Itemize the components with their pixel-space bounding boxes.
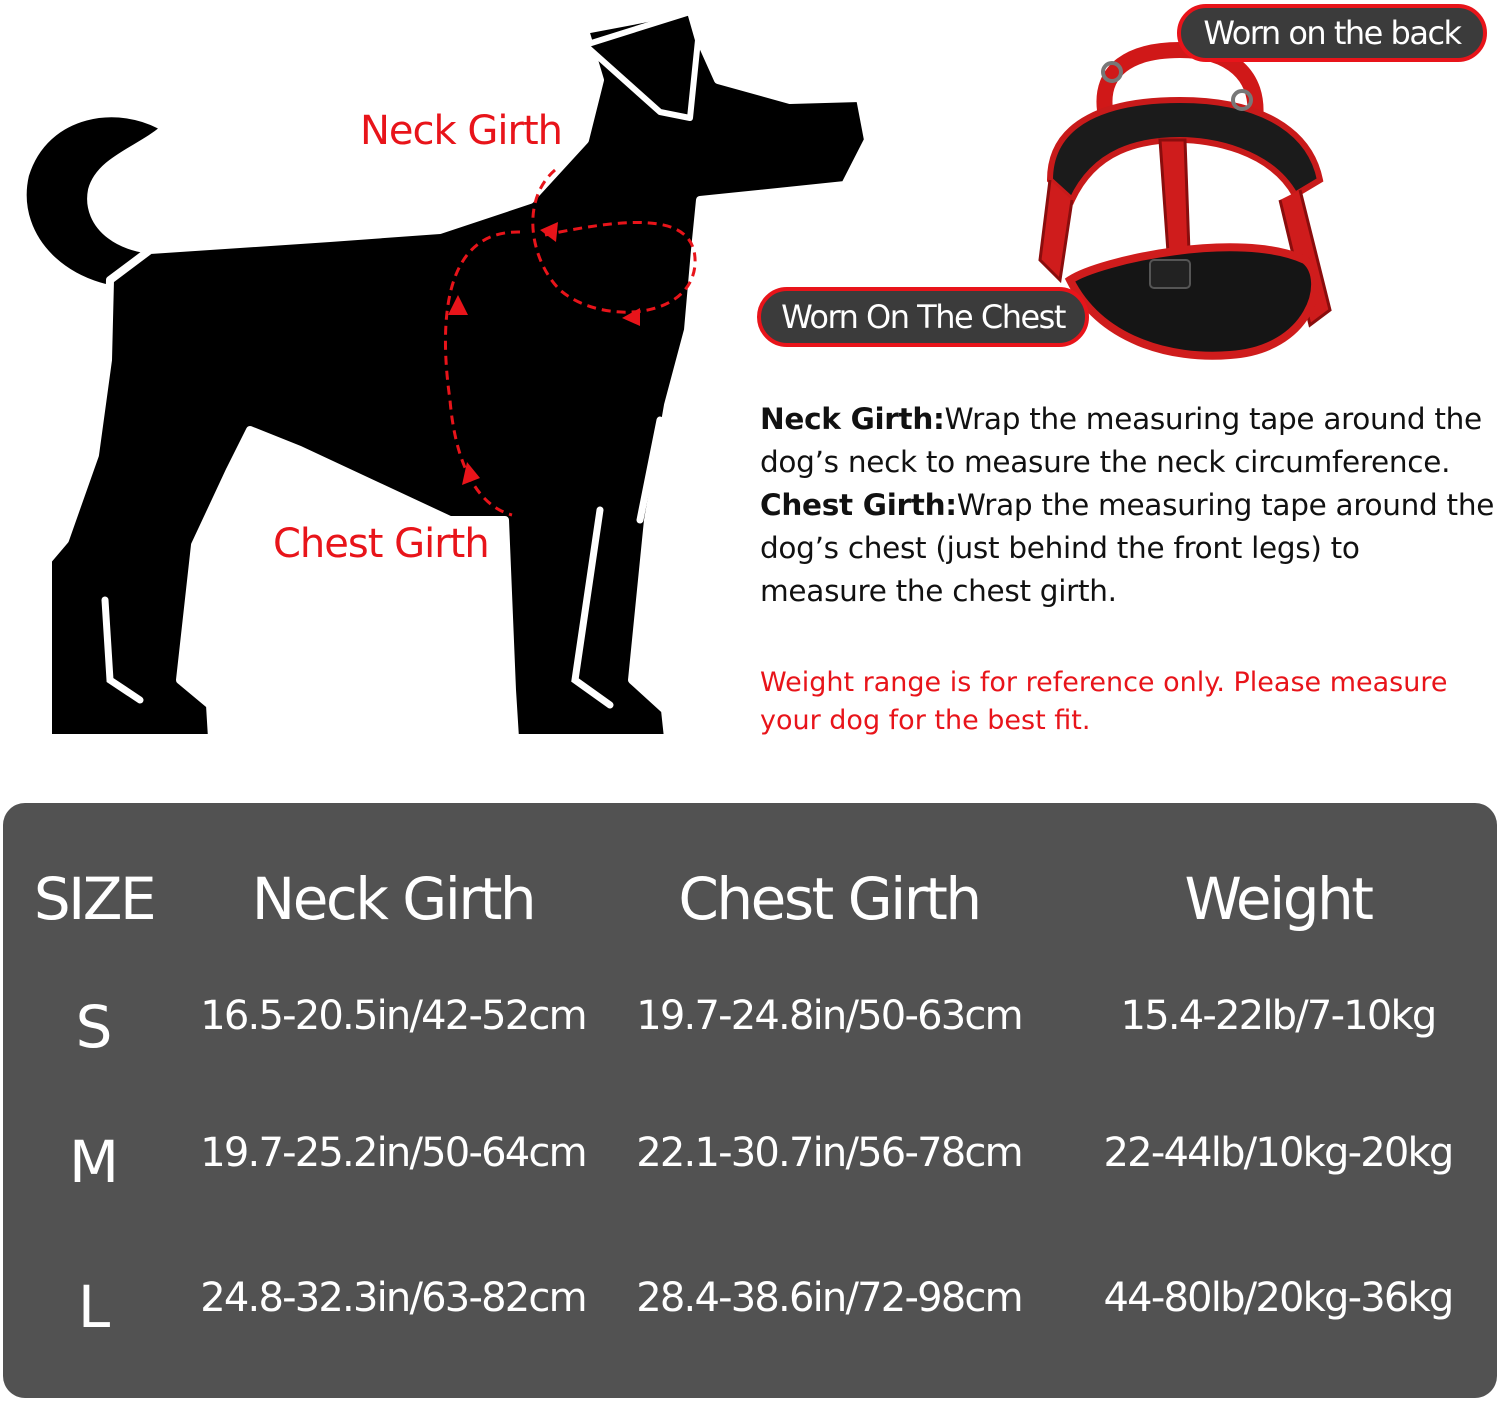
chest-instruction-title: Chest Girth: bbox=[760, 488, 957, 522]
neck-instruction-title: Neck Girth: bbox=[760, 402, 945, 436]
table-cell-neck: 16.5-20.5in/42-52cm bbox=[200, 993, 586, 1039]
table-header-neck: Neck Girth bbox=[251, 865, 535, 933]
table-row-size: M bbox=[68, 1128, 120, 1196]
table-header-weight: Weight bbox=[1184, 865, 1372, 933]
size-chart-table bbox=[3, 803, 1497, 1398]
harness-chest-plate bbox=[1070, 247, 1315, 355]
table-cell-weight: 15.4-22lb/7-10kg bbox=[1120, 993, 1436, 1039]
measurement-instructions bbox=[760, 398, 1495, 613]
table-cell-weight: 44-80lb/20kg-36kg bbox=[1103, 1275, 1453, 1321]
harness-buckle-icon bbox=[1150, 260, 1190, 288]
weight-disclaimer: Weight range is for reference only. Please measure your dog for the best fit. bbox=[760, 667, 1448, 736]
neck-instruction-text: Wrap the measuring tape around the dog’s neck to measure the neck circumference. bbox=[760, 402, 1482, 479]
worn-on-chest-badge: Worn On The Chest bbox=[757, 287, 1089, 347]
worn-on-back-badge: Worn on the back bbox=[1177, 4, 1487, 62]
table-cell-chest: 28.4-38.6in/72-98cm bbox=[636, 1275, 1022, 1321]
neck-instruction bbox=[760, 398, 1495, 484]
table-row-size: S bbox=[75, 993, 113, 1061]
table-cell-weight: 22-44lb/10kg-20kg bbox=[1103, 1130, 1453, 1176]
table-header-size: SIZE bbox=[33, 865, 155, 933]
table-header-chest: Chest Girth bbox=[678, 865, 980, 933]
table-cell-neck: 24.8-32.3in/63-82cm bbox=[200, 1275, 586, 1321]
chest-girth-diagram-label: Chest Girth bbox=[273, 521, 489, 567]
chest-instruction-text: Wrap the measuring tape around the dog’s chest (just behind the front legs) to measure the chest girth. bbox=[760, 488, 1495, 608]
table-row-size: L bbox=[77, 1273, 111, 1341]
neck-girth-diagram-label: Neck Girth bbox=[360, 108, 562, 154]
chest-instruction bbox=[760, 484, 1495, 613]
table-cell-neck: 19.7-25.2in/50-64cm bbox=[200, 1130, 586, 1176]
table-cell-chest: 22.1-30.7in/56-78cm bbox=[636, 1130, 1022, 1176]
table-cell-chest: 19.7-24.8in/50-63cm bbox=[636, 993, 1022, 1039]
